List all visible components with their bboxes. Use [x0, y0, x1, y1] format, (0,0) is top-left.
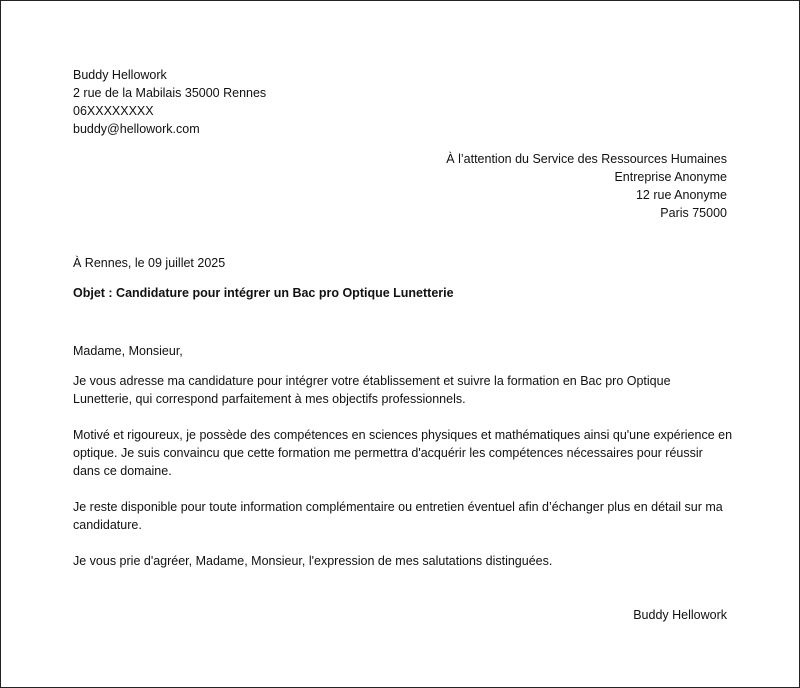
- sender-phone: 06XXXXXXXX: [73, 104, 154, 118]
- sender-name: Buddy Hellowork: [73, 68, 167, 82]
- recipient-company: Entreprise Anonyme: [614, 170, 727, 184]
- recipient-street: 12 rue Anonyme: [635, 188, 727, 202]
- signature: Buddy Hellowork: [633, 608, 727, 622]
- sender-email: buddy@hellowork.com: [73, 122, 200, 136]
- body-paragraph-3: Je reste disponible pour toute information complémentaire ou entretien éventuel afin d’échanger plus en détail sur ma candidature.: [73, 500, 723, 532]
- closing-paragraph: Je vous prie d'agréer, Madame, Monsieur, l'expression de mes salutations distinguées.: [73, 554, 553, 568]
- subject-line: Objet : Candidature pour intégrer un Bac pro Optique Lunetterie: [73, 286, 454, 300]
- recipient-attention: À l’attention du Service des Ressources Humaines: [446, 152, 727, 166]
- place-date: À Rennes, le 09 juillet 2025: [73, 256, 226, 270]
- salutation: Madame, Monsieur,: [73, 344, 183, 358]
- body-paragraph-1: Je vous adresse ma candidature pour intégrer votre établissement et suivre la formation en Bac pro Optique Lunetterie, qui correspond parfaitement à mes objectifs professionnels.: [73, 374, 671, 406]
- body-paragraph-2: Motivé et rigoureux, je possède des compétences en sciences physiques et mathématiques ainsi qu'une expérience en optique. Je suis convaincu que cette formation me permettra d'acquérir les compétences nécessaires pour réussir dans ce domaine.: [73, 428, 733, 478]
- recipient-city: Paris 75000: [660, 206, 727, 220]
- sender-address: 2 rue de la Mabilais 35000 Rennes: [73, 86, 267, 100]
